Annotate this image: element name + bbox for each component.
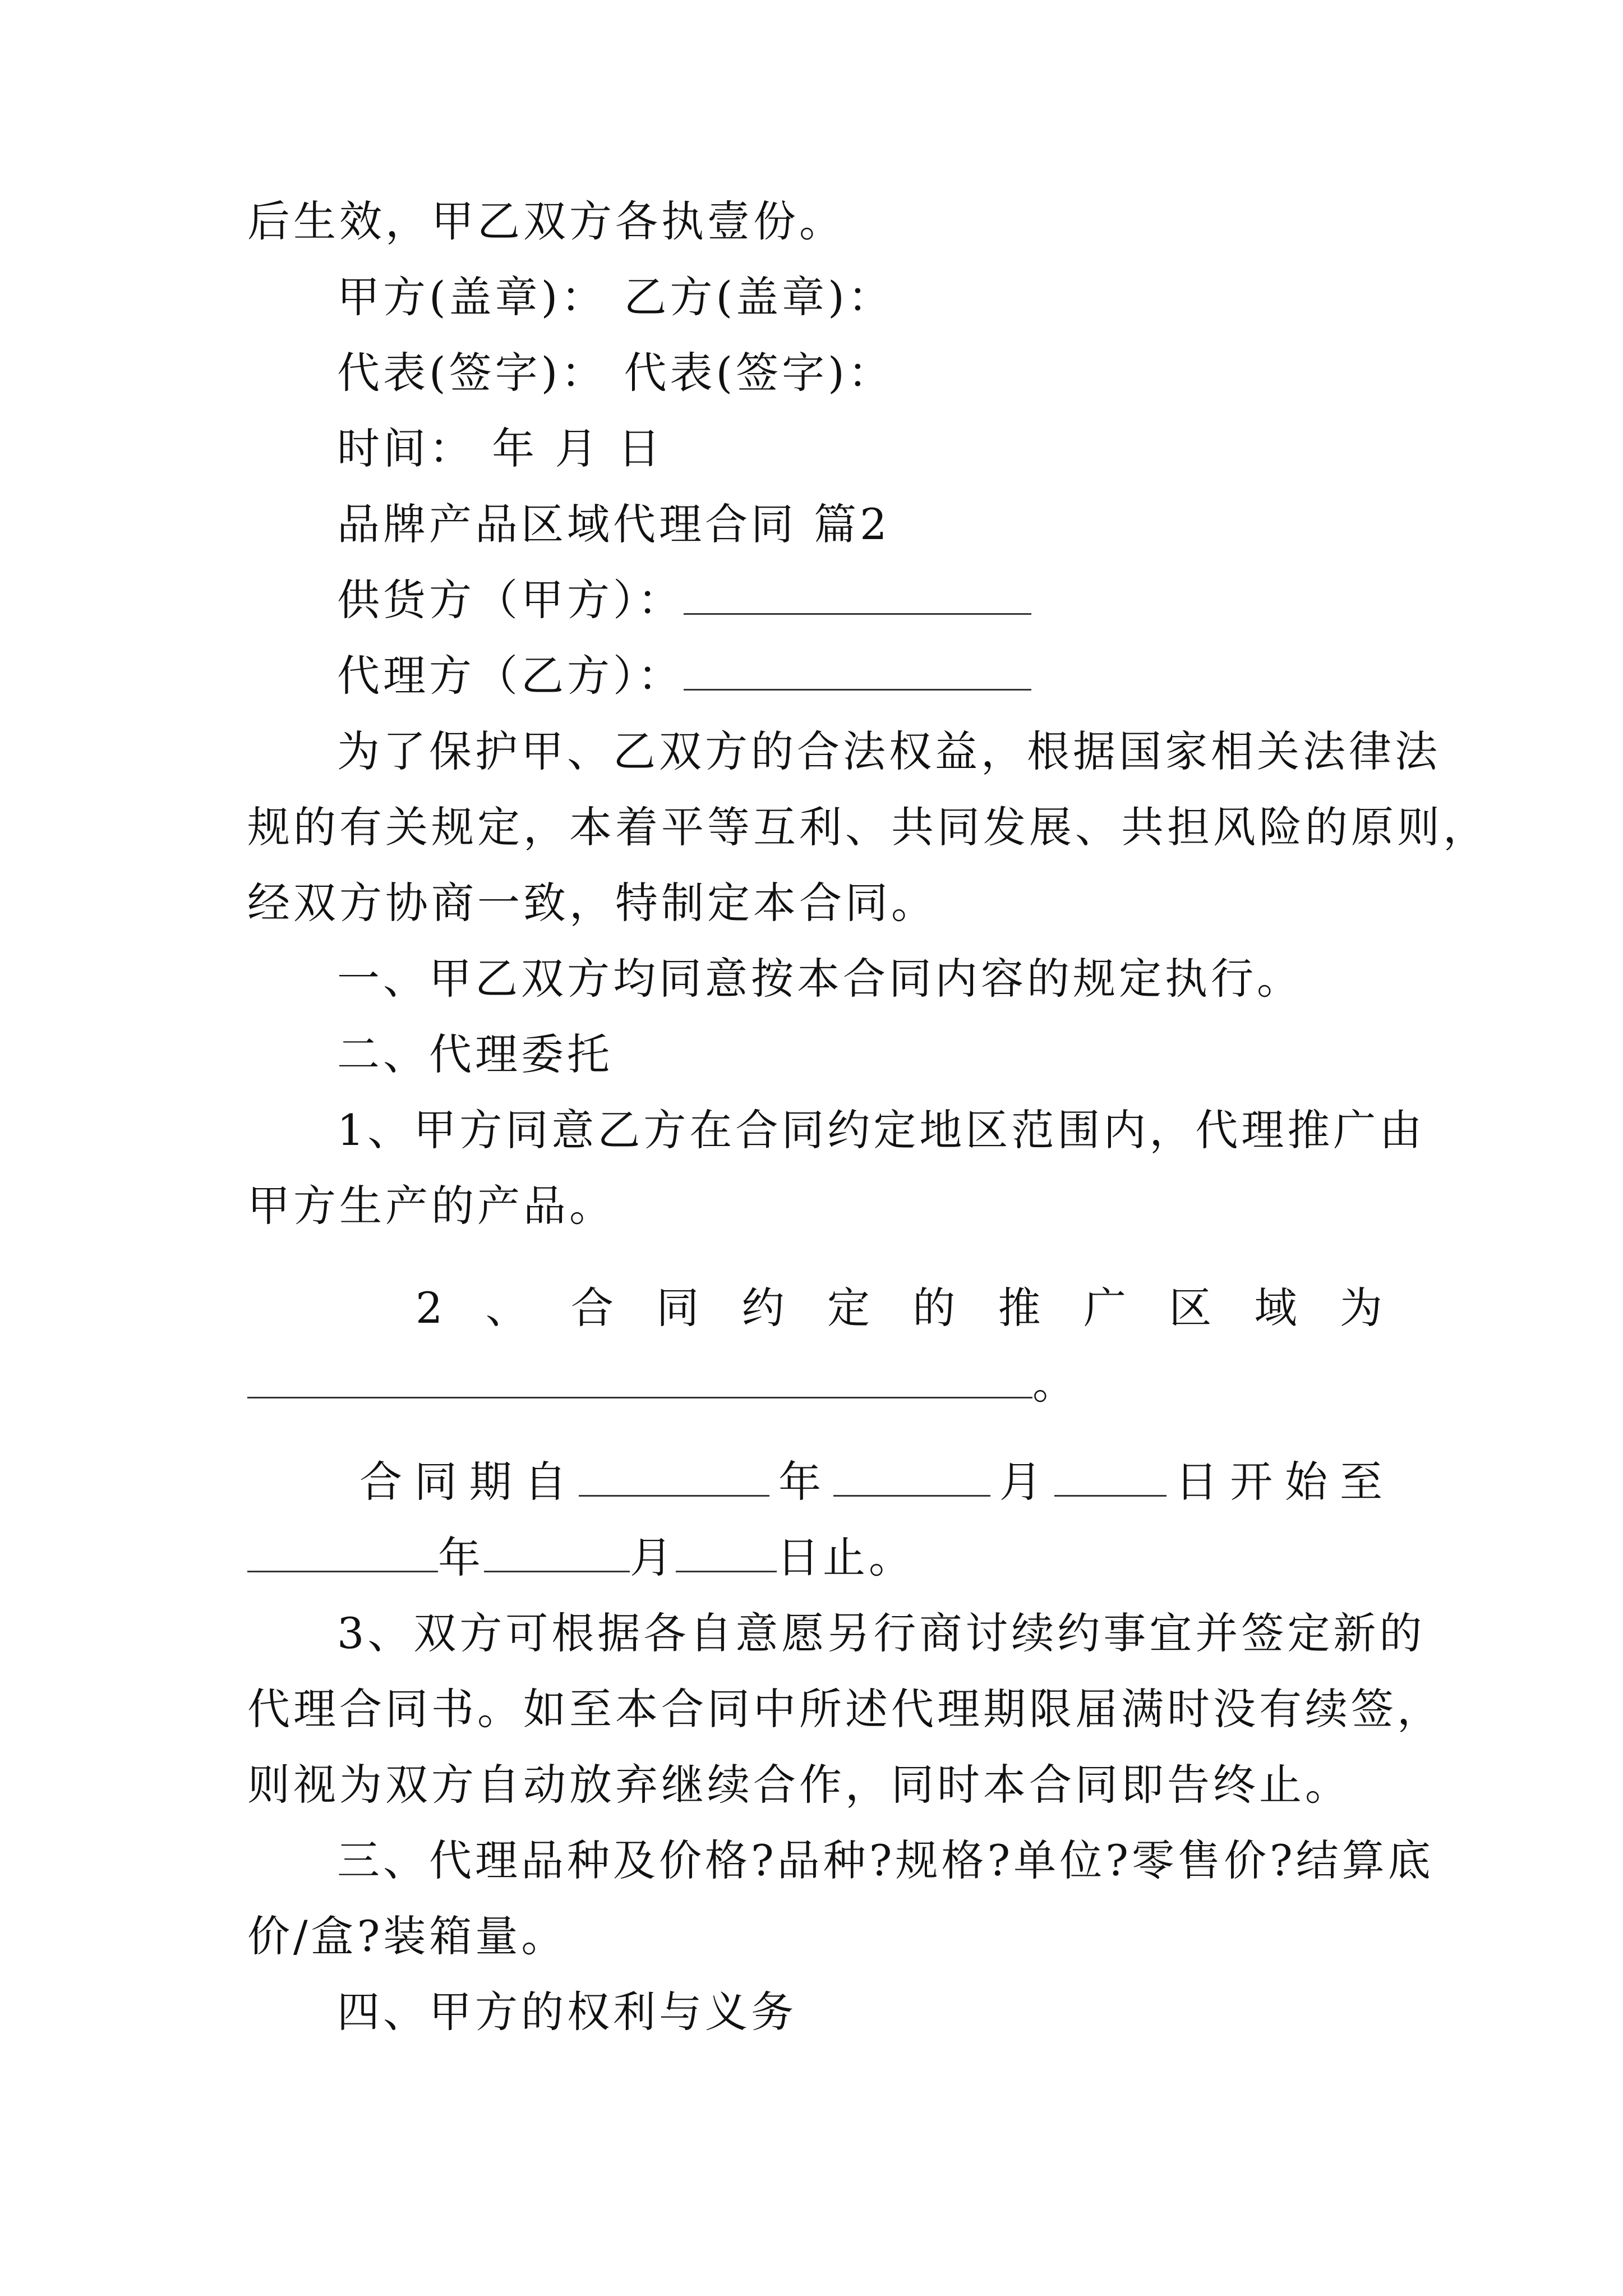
end-month-blank bbox=[484, 1531, 630, 1572]
text-line: 则视为双方自动放弃继续合作，同时本合同即告终止。 bbox=[247, 1760, 1351, 1810]
start-day-blank bbox=[1054, 1456, 1166, 1497]
text-line: 规的有关规定，本着平等互利、共同发展、共担风险的原则， bbox=[247, 802, 1489, 852]
clause-3-heading: 三、代理品种及价格?品种?规格?单位?零售价?结算底 bbox=[337, 1835, 1434, 1885]
token: 约 bbox=[741, 1283, 788, 1333]
text-line: 代理合同书。如至本合同中所述代理期限届满时没有续签， bbox=[247, 1684, 1443, 1734]
region-blank bbox=[247, 1358, 1032, 1398]
token: 推 bbox=[998, 1283, 1044, 1333]
token: 广 bbox=[1083, 1283, 1129, 1333]
supplier-blank bbox=[684, 574, 1031, 615]
agent-blank bbox=[684, 650, 1031, 691]
region-line bbox=[247, 1280, 1386, 1336]
token: 同 bbox=[656, 1283, 703, 1333]
token: 2 bbox=[416, 1283, 446, 1333]
text-line: 为了保护甲、乙双方的合法权益，根据国家相关法律法 bbox=[337, 726, 1441, 776]
text-line: 1、甲方同意乙方在合同约定地区范围内，代理推广由 bbox=[337, 1105, 1426, 1155]
token: 、 bbox=[485, 1283, 532, 1333]
signature-seal-line: 甲方(盖章)： 乙方(盖章)： bbox=[337, 272, 894, 322]
clause-1: 一、甲乙双方均同意按本合同内容的规定执行。 bbox=[337, 954, 1303, 1004]
text-line: 价/盒?装箱量。 bbox=[247, 1911, 568, 1961]
token: 月 bbox=[630, 1533, 676, 1582]
token: 域 bbox=[1254, 1283, 1301, 1333]
supplier-label: 供货方（甲方）： bbox=[337, 575, 684, 625]
token: 的 bbox=[912, 1283, 959, 1333]
token: 定 bbox=[827, 1283, 873, 1333]
token: 区 bbox=[1169, 1283, 1215, 1333]
token: 年 bbox=[778, 1457, 825, 1507]
region-blank-line bbox=[247, 1356, 1386, 1412]
supplier-line bbox=[247, 572, 1476, 628]
term-line bbox=[247, 1454, 1386, 1510]
text-line: 甲方生产的产品。 bbox=[247, 1181, 615, 1231]
text-line: 后生效，甲乙双方各执壹份。 bbox=[247, 196, 845, 246]
text-line: 经双方协商一致，特制定本合同。 bbox=[247, 878, 937, 928]
end-year-blank bbox=[247, 1531, 438, 1572]
token: 期 bbox=[469, 1457, 515, 1507]
token: 始 bbox=[1285, 1457, 1331, 1507]
token: 月 bbox=[999, 1457, 1045, 1507]
token: 为 bbox=[1339, 1283, 1386, 1333]
token: 同 bbox=[414, 1457, 460, 1507]
start-month-blank bbox=[833, 1456, 990, 1497]
signature-date-line: 时间： 年 月 日 bbox=[337, 424, 664, 473]
token: 日 bbox=[1175, 1457, 1221, 1507]
token: 至 bbox=[1339, 1457, 1386, 1507]
clause-4-heading: 四、甲方的权利与义务 bbox=[337, 1987, 797, 2037]
token: 年 bbox=[438, 1533, 484, 1582]
agent-label: 代理方（乙方）： bbox=[337, 651, 684, 701]
token: 日止。 bbox=[777, 1533, 915, 1582]
token: 自 bbox=[524, 1457, 570, 1507]
text-line: 3、双方可根据各自意愿另行商讨续约事宜并签定新的 bbox=[337, 1608, 1426, 1658]
token: 合 bbox=[359, 1457, 405, 1507]
signature-representative-line: 代表(签字)： 代表(签字)： bbox=[337, 348, 894, 398]
term-end-line bbox=[247, 1530, 1386, 1586]
section-title: 品牌产品区域代理合同 篇2 bbox=[337, 499, 891, 549]
agent-line bbox=[247, 648, 1476, 704]
token: 开 bbox=[1230, 1457, 1276, 1507]
period: 。 bbox=[1032, 1359, 1078, 1409]
end-day-blank bbox=[676, 1531, 777, 1572]
clause-2-heading: 二、代理委托 bbox=[337, 1029, 613, 1079]
token: 合 bbox=[571, 1283, 617, 1333]
start-year-blank bbox=[579, 1456, 769, 1497]
